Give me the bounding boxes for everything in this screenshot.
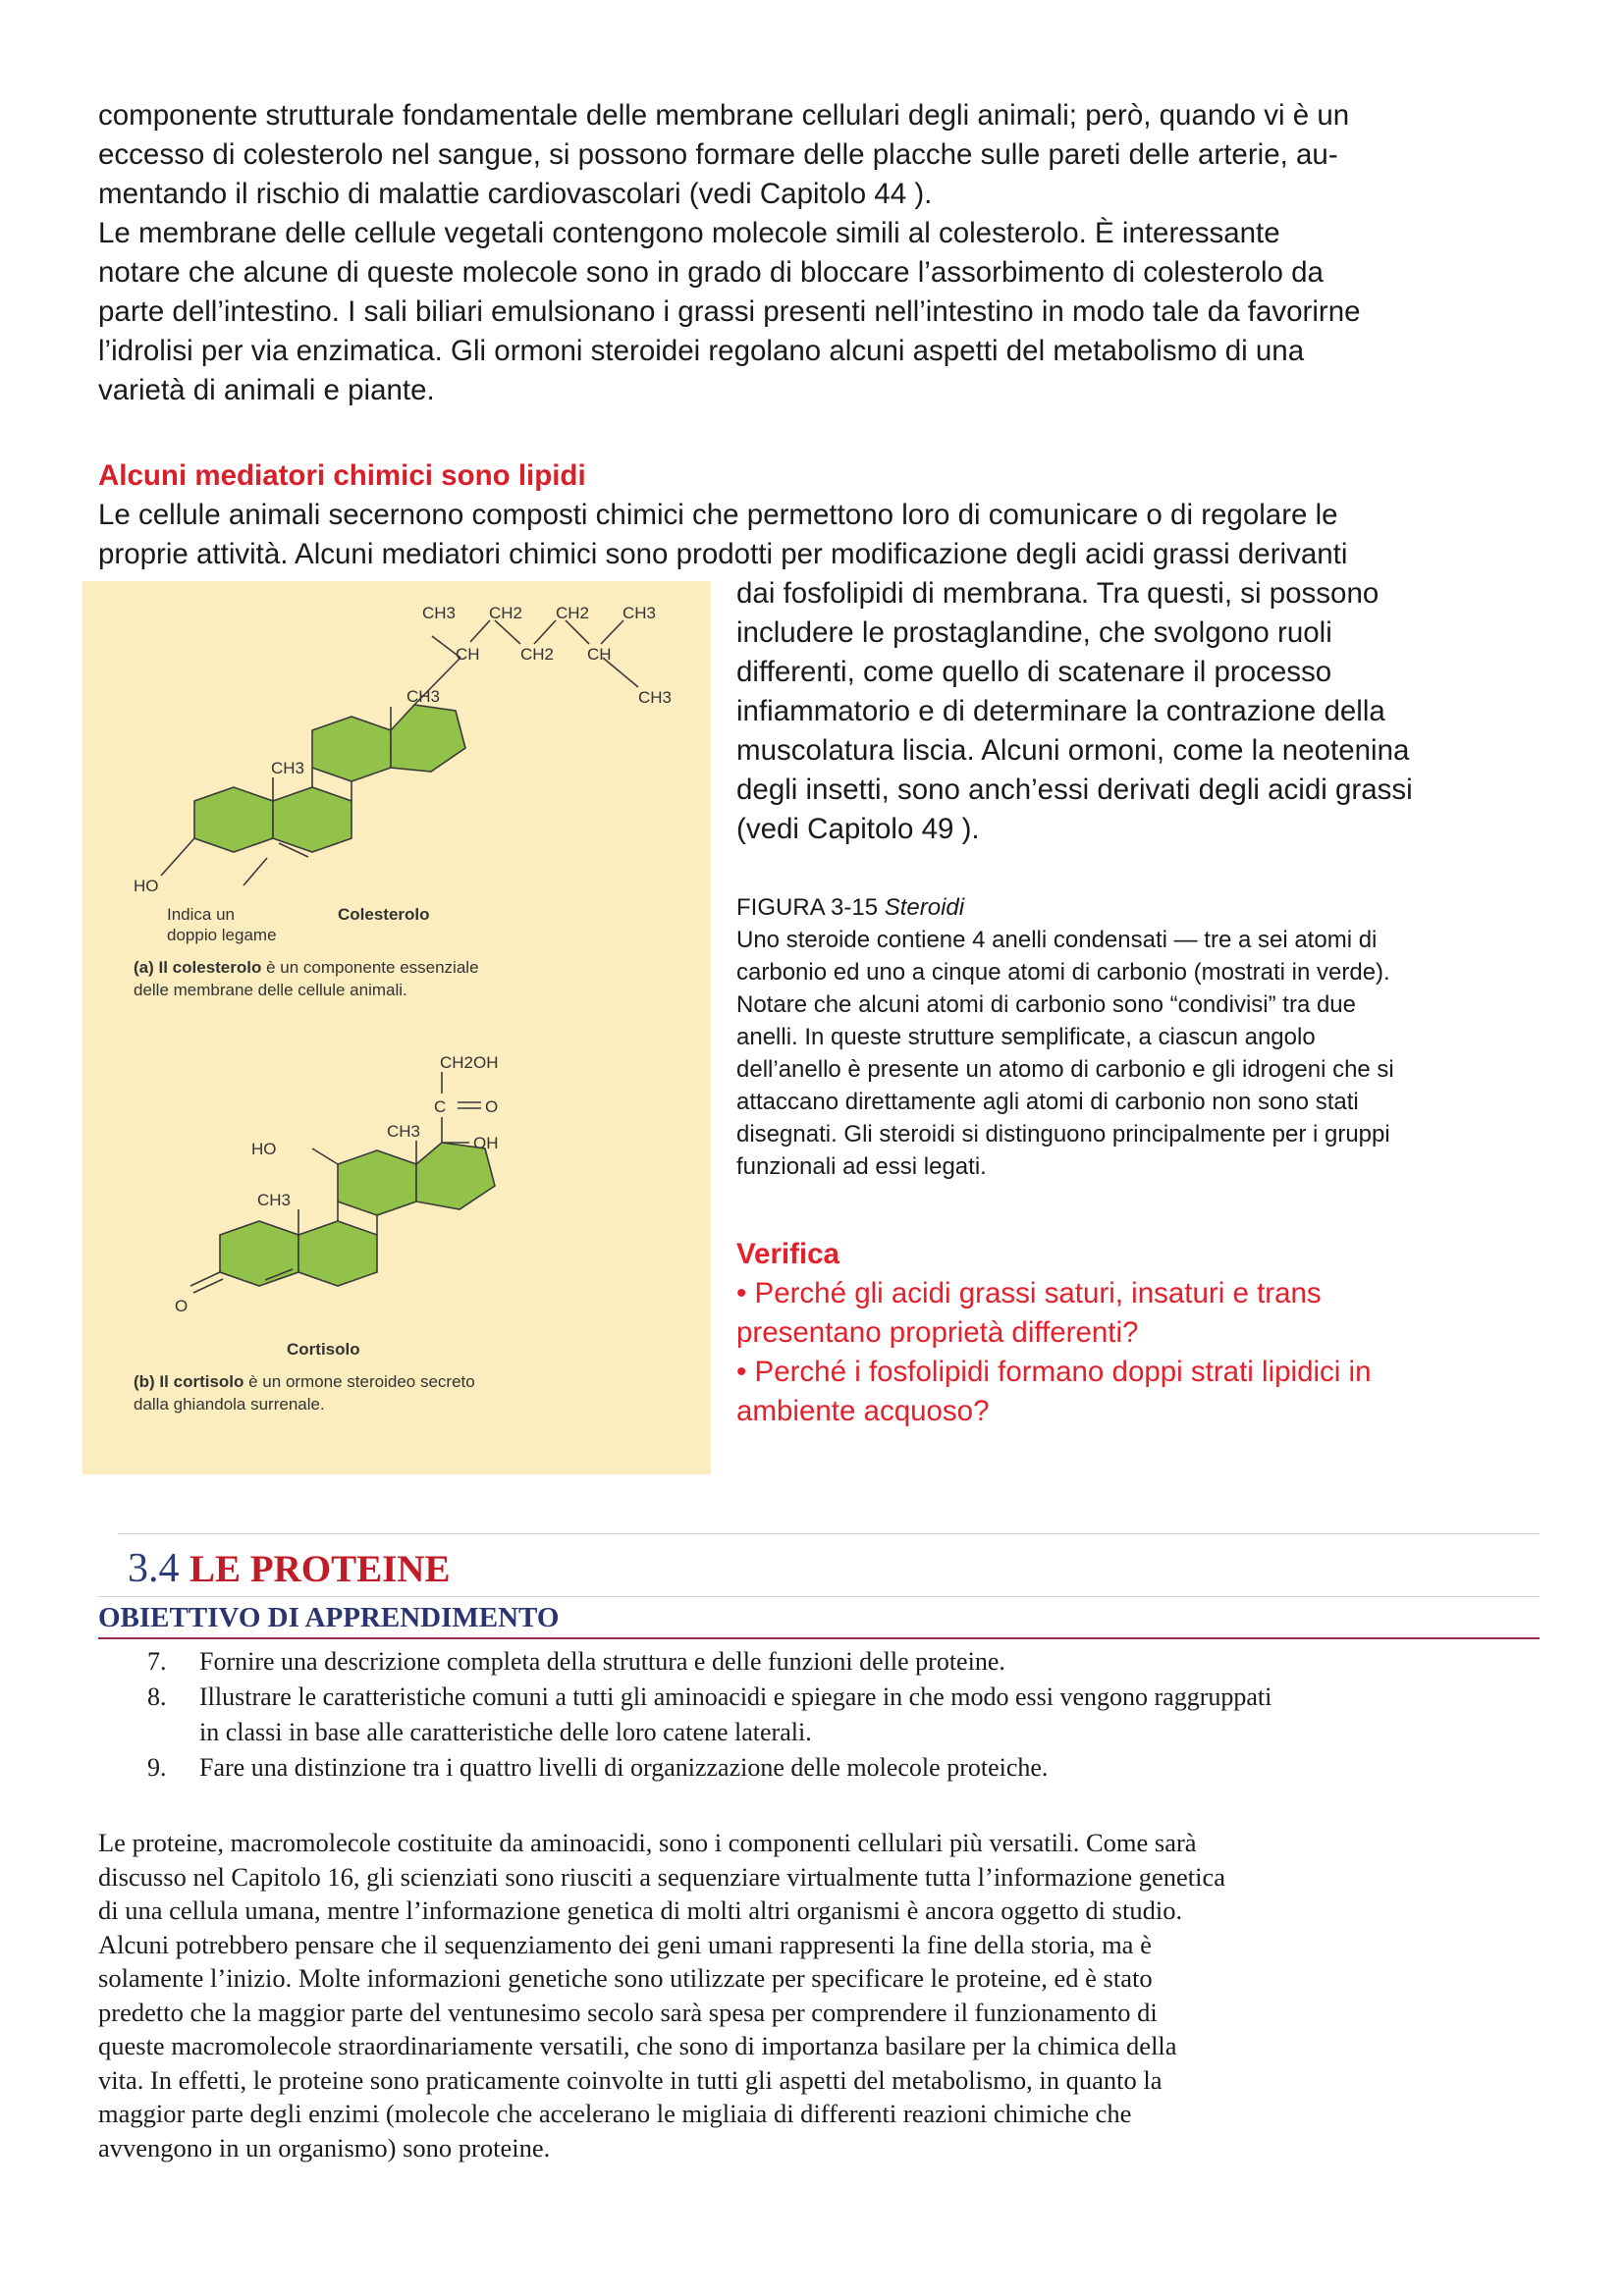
text-line: mentando il rischio di malattie cardiovascolari (vedi Capitolo 44 ).: [98, 178, 933, 210]
cortisol-rings: [220, 1143, 495, 1286]
cholesterol-caption: (a) Il colesterolo è un componente essenziale: [134, 958, 479, 977]
chain-ch2-2: CH2: [556, 604, 590, 622]
objective-number: 7.: [147, 1647, 167, 1676]
text-line: notare che alcune di queste molecole sono in grado di bloccare l’assorbimento di colesterolo da: [98, 256, 1324, 289]
text-line: predetto che la maggior parte del ventunesimo secolo sarà spesa per comprendere il funzionamento di: [98, 1997, 1158, 2027]
ring-c: [312, 717, 391, 781]
methyl-c: CH3: [406, 687, 441, 706]
caption-line: funzionali ad essi legati.: [736, 1153, 987, 1180]
figure-caption: [736, 891, 1522, 1183]
objective-heading: OBIETTIVO DI APPRENDIMENTO: [98, 1602, 560, 1633]
text-line: parte dell’intestino. I sali biliari emulsionano i grassi presenti nell’intestino in modo tale da favorirne: [98, 295, 1361, 328]
text-line: proprie attività. Alcuni mediatori chimici sono prodotti per modificazione degli acidi grassi derivanti: [98, 538, 1348, 570]
objective-number: 9.: [147, 1753, 167, 1782]
chain-ch3-left: CH3: [422, 604, 457, 622]
text-line: maggior parte degli enzimi (molecole che accelerano le migliaia di differenti reazioni chimiche che: [98, 2099, 1132, 2128]
oh-label: OH: [473, 1134, 499, 1152]
cholesterol-caption-2: delle membrane delle cellule animali.: [134, 981, 407, 999]
cholesterol-name: Colesterolo: [338, 905, 430, 924]
chain-ch3-right: CH3: [622, 604, 657, 622]
text-line: varietà di animali e piante.: [98, 374, 435, 406]
cortisol-caption-2: dalla ghiandola surrenale.: [134, 1395, 325, 1414]
text-line: dai fosfolipidi di membrana. Tra questi, si possono: [736, 577, 1380, 610]
text-line: solamente l’inizio. Molte informazioni genetiche sono utilizzate per specificare le proteine, ed è stato: [98, 1963, 1153, 1993]
text-line: avvengono in un organismo) sono proteine.: [98, 2132, 551, 2163]
ring-d: [391, 705, 465, 772]
text-line: differenti, come quello di scatenare il processo: [736, 656, 1332, 688]
section-heading: [128, 1539, 450, 1599]
objective-text: Fornire una descrizione completa della struttura e delle funzioni delle proteine.: [199, 1647, 1005, 1676]
text-line: Alcuni potrebbero pensare che il sequenziamento dei geni umani rappresenti la fine della storia, ma è: [98, 1929, 1152, 1959]
verifica-line: • Perché i fosfolipidi formano doppi strati lipidici in: [736, 1356, 1372, 1388]
lipid-wrapped-text: [736, 574, 1413, 849]
steroid-figure-drawing: [82, 581, 711, 1474]
carbonyl-o-label: O: [485, 1097, 499, 1116]
methyl-d: CH3: [257, 1191, 292, 1209]
text-line: componente strutturale fondamentale delle membrane cellulari degli animali; però, quando vi è un: [98, 99, 1350, 132]
lipid-section: [98, 456, 1532, 574]
hydroxyl-label: HO: [251, 1140, 277, 1158]
text-line: infiammatorio e di determinare la contrazione della: [736, 695, 1385, 727]
caption-line: Uno steroide contiene 4 anelli condensati — tre a sei atomi di: [736, 927, 1378, 953]
text-line: discusso nel Capitolo 16, gli scienziati sono riusciti a sequenziare virtualmente tutta l’informazione genetica: [98, 1861, 1225, 1892]
ring-c: [338, 1150, 416, 1215]
objective-text: Fare una distinzione tra i quattro livelli di organizzazione delle molecole proteiche.: [199, 1753, 1049, 1782]
verifica-box: [736, 1235, 1372, 1431]
ring-b: [298, 1221, 377, 1286]
chain-ch-2: CH: [587, 645, 612, 664]
objective-item: [147, 1644, 1271, 1680]
double-bond-note-2: doppio legame: [167, 926, 277, 944]
cortisol-name: Cortisolo: [287, 1340, 360, 1359]
verifica-line: ambiente acquoso?: [736, 1395, 990, 1427]
cholesterol-rings: [194, 705, 465, 852]
lipid-section-heading: Alcuni mediatori chimici sono lipidi: [98, 459, 586, 492]
top-paragraph: [98, 96, 1532, 410]
objective-text: Illustrare le caratteristiche comuni a tutti gli aminoacidi e spiegare in che modo essi vengono raggruppati: [199, 1682, 1272, 1711]
text-line: vita. In effetti, le proteine sono praticamente coinvolte in tutti gli aspetti del metabolismo, in quanto la: [98, 2064, 1163, 2095]
hydroxyl-label: HO: [134, 877, 159, 895]
text-line: degli insetti, sono anch’essi derivati degli acidi grassi: [736, 774, 1413, 806]
ring-a: [220, 1221, 298, 1286]
section-number: 3.4: [128, 1546, 180, 1591]
caption-line: Notare che alcuni atomi di carbonio sono “condivisi” tra due: [736, 991, 1356, 1018]
chain-ch3-end: CH3: [638, 688, 673, 707]
verifica-title: Verifica: [736, 1238, 839, 1270]
section-title: LE PROTEINE: [189, 1548, 451, 1590]
text-line: (vedi Capitolo 49 ).: [736, 813, 980, 845]
text-line: Le proteine, macromolecole costituite da aminoacidi, sono i componenti cellulari più versatili. Come sarà: [98, 1828, 1197, 1857]
text-line: Le membrane delle cellule vegetali contengono molecole simili al colesterolo. È interessante: [98, 217, 1280, 249]
ring-d: [416, 1143, 495, 1209]
proteins-paragraph: [98, 1826, 1225, 2164]
objective-text: in classi in base alle caratteristiche delle loro catene laterali.: [199, 1718, 812, 1746]
methyl-c: CH3: [387, 1122, 421, 1141]
objectives-list: [147, 1644, 1271, 1786]
text-line: l’idrolisi per via enzimatica. Gli ormoni steroidei regolano alcuni aspetti del metabolismo di una: [98, 335, 1305, 367]
steroid-figure: [82, 581, 711, 1474]
figure-label: FIGURA 3-15 Steroidi: [736, 894, 965, 921]
text-line: Le cellule animali secernono composti chimici che permettono loro di comunicare o di regolare le: [98, 499, 1338, 531]
caption-line: attaccano direttamente agli atomi di carbonio non sono stati: [736, 1089, 1359, 1115]
chain-ch-1: CH: [456, 645, 480, 664]
verifica-line: presentano proprietà differenti?: [736, 1316, 1139, 1349]
ch2oh-label: CH2OH: [440, 1053, 499, 1072]
text-line: di una cellula umana, mentre l’informazione genetica di molti altri organismi è ancora oggetto di studio.: [98, 1896, 1183, 1925]
caption-line: anelli. In queste strutture semplificate, a ciascun angolo: [736, 1024, 1316, 1050]
double-bond-note: Indica un: [167, 905, 235, 924]
verifica-line: • Perché gli acidi grassi saturi, insaturi e trans: [736, 1277, 1322, 1309]
text-line: queste macromolecole straordinariamente versatili, che sono di importanza basilare per la chimica della: [98, 2031, 1177, 2060]
objective-item: [147, 1750, 1271, 1786]
chain-ch2-3: CH2: [520, 645, 555, 664]
caption-line: carbonio ed uno a cinque atomi di carbonio (mostrati in verde).: [736, 959, 1390, 986]
heading-divider: [98, 1596, 1540, 1597]
carbonyl-c-label: C: [434, 1097, 447, 1116]
objective-number: 8.: [147, 1682, 167, 1711]
objective-item: [147, 1680, 1271, 1750]
text-line: muscolatura liscia. Alcuni ormoni, come la neotenina: [736, 734, 1410, 767]
text-line: includere le prostaglandine, che svolgono ruoli: [736, 616, 1332, 649]
objective-divider: [98, 1637, 1540, 1639]
ketone-o-label: O: [175, 1297, 189, 1315]
ring-b: [273, 787, 352, 852]
methyl-d: CH3: [271, 759, 305, 777]
ring-a: [194, 787, 273, 852]
chain-ch2-1: CH2: [489, 604, 523, 622]
section-divider: [118, 1533, 1540, 1534]
caption-line: disegnati. Gli steroidi si distinguono principalmente per i gruppi: [736, 1121, 1390, 1148]
caption-line: dell’anello è presente un atomo di carbonio e gli idrogeni che si: [736, 1056, 1394, 1083]
text-line: eccesso di colesterolo nel sangue, si possono formare delle placche sulle pareti delle arterie, au-: [98, 138, 1338, 171]
cortisol-caption: (b) Il cortisolo è un ormone steroideo secreto: [134, 1372, 475, 1391]
